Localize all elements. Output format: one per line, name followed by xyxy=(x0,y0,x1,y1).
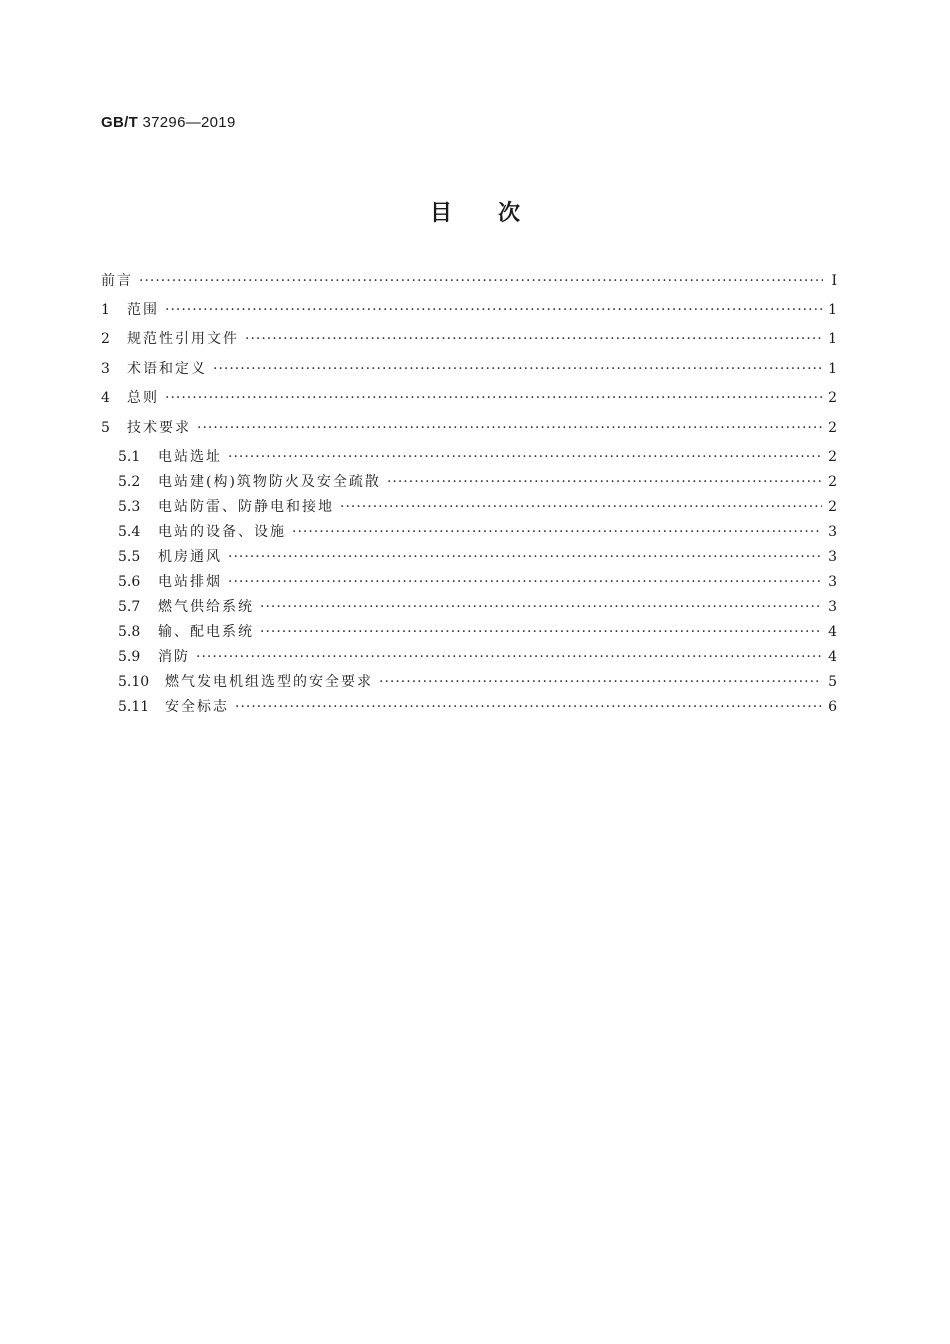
toc-entry-number: 5.7 xyxy=(118,599,141,615)
standard-code xyxy=(101,114,236,131)
toc-dot-leader xyxy=(165,299,822,321)
toc-entry-5-1[interactable] xyxy=(118,446,837,468)
toc-entry-page: 1 xyxy=(828,361,837,377)
toc-entry-page: 2 xyxy=(828,499,837,515)
toc-entry-label: 术语和定义 xyxy=(127,361,207,377)
toc-entry-label: 机房通风 xyxy=(158,549,222,565)
toc-entry-number: 5.1 xyxy=(118,449,141,465)
toc-dot-leader xyxy=(139,270,823,292)
toc-dot-leader xyxy=(387,471,822,493)
toc-dot-leader xyxy=(260,621,822,643)
toc-dot-leader xyxy=(379,671,822,693)
toc-entry-label: 燃气发电机组选型的安全要求 xyxy=(165,674,373,690)
toc-dot-leader xyxy=(235,696,822,718)
toc-dot-leader xyxy=(228,546,822,568)
toc-entry-5-7[interactable] xyxy=(118,596,837,618)
toc-entry-page: 4 xyxy=(828,649,837,665)
toc-entry-number: 1 xyxy=(101,302,110,318)
toc-entry-label: 电站建(构)筑物防火及安全疏散 xyxy=(158,474,381,490)
toc-entry-label: 电站防雷、防静电和接地 xyxy=(158,499,334,515)
toc-entry-number: 5.9 xyxy=(118,649,141,665)
toc-entry-1[interactable] xyxy=(101,299,837,321)
toc-entry-page: 6 xyxy=(828,699,837,715)
toc-entry-5-9[interactable] xyxy=(118,646,837,668)
toc-entry-number: 2 xyxy=(101,331,110,347)
toc-dot-leader xyxy=(340,496,822,518)
toc-entry-page: 1 xyxy=(828,331,837,347)
toc-dot-leader xyxy=(292,521,822,543)
toc-entry-page: 5 xyxy=(828,674,837,690)
toc-dot-leader xyxy=(196,646,822,668)
toc-entry-page: 3 xyxy=(828,549,837,565)
toc-dot-leader xyxy=(213,358,822,380)
toc-entry-label: 消防 xyxy=(158,649,190,665)
toc-entry-2[interactable] xyxy=(101,328,837,350)
toc-dot-leader xyxy=(228,571,822,593)
standard-number: 37296—2019 xyxy=(142,114,236,131)
toc-entry-5-11[interactable] xyxy=(118,696,837,718)
toc-entry-foreword[interactable] xyxy=(101,270,837,292)
toc-entry-label: 前言 xyxy=(101,273,133,289)
toc-entry-page: 2 xyxy=(828,474,837,490)
toc-entry-number: 5.3 xyxy=(118,499,141,515)
toc-entry-page: 3 xyxy=(828,524,837,540)
toc-entry-5-8[interactable] xyxy=(118,621,837,643)
toc-entry-5-5[interactable] xyxy=(118,546,837,568)
toc-entry-page: 1 xyxy=(828,302,837,318)
toc-entry-5-4[interactable] xyxy=(118,521,837,543)
toc-entry-number: 5.2 xyxy=(118,474,141,490)
toc-dot-leader xyxy=(228,446,822,468)
toc-entry-5-3[interactable] xyxy=(118,496,837,518)
toc-entry-5[interactable] xyxy=(101,417,837,439)
toc-entry-page: 3 xyxy=(828,574,837,590)
toc-entry-number: 5.6 xyxy=(118,574,141,590)
toc-entry-label: 安全标志 xyxy=(165,699,229,715)
page-title: 目次 xyxy=(429,201,566,226)
toc-entry-number: 5.8 xyxy=(118,624,141,640)
toc-dot-leader xyxy=(197,417,822,439)
toc-entry-label: 电站排烟 xyxy=(158,574,222,590)
standard-prefix: GB/T xyxy=(101,114,139,131)
toc-entry-number: 5.11 xyxy=(118,699,150,715)
toc-entry-label: 燃气供给系统 xyxy=(158,599,254,615)
toc-entry-label: 规范性引用文件 xyxy=(127,331,239,347)
toc-entry-page: 3 xyxy=(828,599,837,615)
toc-entry-page: Ⅰ xyxy=(831,273,837,289)
toc-entry-page: 2 xyxy=(828,449,837,465)
toc-entry-page: 2 xyxy=(828,420,837,436)
toc-entry-label: 总则 xyxy=(127,390,159,406)
toc-dot-leader xyxy=(165,387,822,409)
toc-entry-label: 电站选址 xyxy=(158,449,222,465)
toc-entry-label: 电站的设备、设施 xyxy=(158,524,286,540)
toc-entry-label: 技术要求 xyxy=(127,420,191,436)
toc-entry-number: 5.4 xyxy=(118,524,141,540)
toc-entry-5-10[interactable] xyxy=(118,671,837,693)
toc-entry-5-2[interactable] xyxy=(118,471,837,493)
toc-entry-number: 5 xyxy=(101,420,110,436)
toc-entry-page: 4 xyxy=(828,624,837,640)
toc-entry-label: 范围 xyxy=(127,302,159,318)
toc-entry-4[interactable] xyxy=(101,387,837,409)
toc-entry-label: 输、配电系统 xyxy=(158,624,254,640)
toc-entry-3[interactable] xyxy=(101,358,837,380)
toc-entry-number: 5.10 xyxy=(118,674,150,690)
toc-entry-number: 4 xyxy=(101,390,110,406)
toc-entry-5-6[interactable] xyxy=(118,571,837,593)
toc-dot-leader xyxy=(245,328,822,350)
toc-entry-number: 3 xyxy=(101,361,110,377)
toc-entry-page: 2 xyxy=(828,390,837,406)
toc-dot-leader xyxy=(260,596,822,618)
toc-entry-number: 5.5 xyxy=(118,549,141,565)
